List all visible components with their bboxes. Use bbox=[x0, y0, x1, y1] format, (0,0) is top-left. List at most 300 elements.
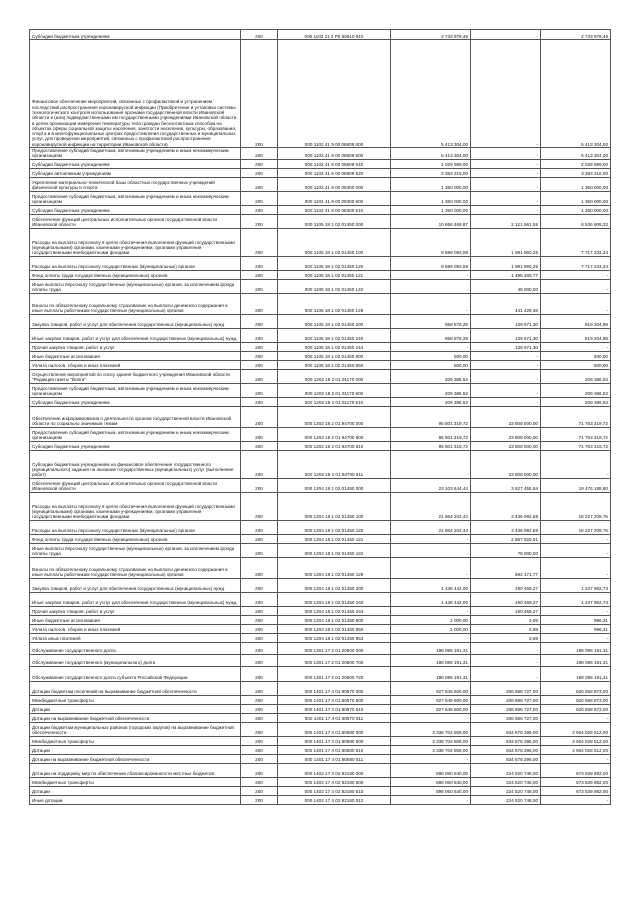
row-code-cell: 200 bbox=[241, 168, 278, 177]
row-executed-amount-cell: 139 671,30 bbox=[471, 328, 541, 342]
row-code-cell: 200 bbox=[241, 406, 278, 427]
row-executed-amount-cell: 190 459,27 bbox=[471, 592, 541, 606]
row-name-cell: Расходы на выплаты персоналу государственных (муниципальных) органов bbox=[30, 256, 241, 270]
row-approved-amount-cell: - bbox=[391, 543, 471, 557]
row-approved-amount-cell: - bbox=[391, 606, 471, 615]
row-unexecuted-amount-cell: 500,00 bbox=[541, 360, 611, 369]
row-classification-cell: 000 1204 18 1 02 01450 121 bbox=[278, 534, 391, 543]
row-classification-cell: 000 1204 18 1 02 01450 129 bbox=[278, 557, 391, 578]
row-executed-amount-cell: 190 459,27 bbox=[471, 606, 541, 615]
row-code-cell: 200 bbox=[241, 228, 278, 256]
row-name-cell: Дотации bbox=[30, 745, 241, 754]
row-code-cell: 200 bbox=[241, 520, 278, 534]
row-code-cell: 200 bbox=[241, 736, 278, 745]
row-unexecuted-amount-cell: 209 386,53 bbox=[541, 397, 611, 406]
table-row bbox=[30, 369, 611, 383]
row-code-cell: 200 bbox=[241, 342, 278, 351]
row-name-cell: Фонд оплаты труда государственных (муниципальных) органов bbox=[30, 270, 241, 279]
table-row bbox=[30, 441, 611, 450]
row-approved-amount-cell: 9 699 093,59 bbox=[391, 228, 471, 256]
row-unexecuted-amount-cell: 673 539 892,00 bbox=[541, 786, 611, 795]
table-row bbox=[30, 557, 611, 578]
row-unexecuted-amount-cell: - bbox=[541, 795, 611, 804]
row-classification-cell: 000 1204 18 1 02 01450 122 bbox=[278, 543, 391, 557]
row-approved-amount-cell: 21 664 202,44 bbox=[391, 492, 471, 520]
row-name-cell: Межбюджетные трансферты bbox=[30, 695, 241, 704]
row-classification-cell: 000 1105 18 1 02 01450 000 bbox=[278, 214, 391, 228]
table-row bbox=[30, 633, 611, 642]
row-executed-amount-cell: 834 676 296,00 bbox=[471, 722, 541, 736]
row-approved-amount-cell: 500,00 bbox=[391, 351, 471, 360]
row-unexecuted-amount-cell: 18 227 209,76 bbox=[541, 492, 611, 520]
row-executed-amount-cell: 23 808 000,00 bbox=[471, 427, 541, 441]
budget-expenditure-table bbox=[29, 29, 611, 805]
row-code-cell: 200 bbox=[241, 642, 278, 654]
row-classification-cell: 000 1202 18 2 01 01170 000 bbox=[278, 369, 391, 383]
table-row bbox=[30, 478, 611, 492]
row-unexecuted-amount-cell: - bbox=[541, 633, 611, 642]
row-unexecuted-amount-cell: 71 763 319,72 bbox=[541, 441, 611, 450]
row-approved-amount-cell: 1 000,00 bbox=[391, 624, 471, 633]
row-classification-cell: 000 1102 41 9 00 08609 600 bbox=[278, 148, 391, 160]
row-unexecuted-amount-cell: - bbox=[541, 754, 611, 763]
row-approved-amount-cell: 1 438 442,00 bbox=[391, 578, 471, 592]
row-executed-amount-cell: 2 121 561,55 bbox=[471, 214, 541, 228]
row-name-cell: Субсидии бюджетным учреждениям на финансовое обеспечение государственного (муниципального) задания на оказание государственных (муниципальных) услуг (выполнение работ) bbox=[30, 450, 241, 478]
row-name-cell: Дотации на поддержку мер по обеспечению сбалансированности местных бюджетов bbox=[30, 763, 241, 777]
row-name-cell: Иные бюджетные ассигнования bbox=[30, 615, 241, 624]
row-approved-amount-cell: 209 386,53 bbox=[391, 397, 471, 406]
row-name-cell: Дотации bbox=[30, 786, 241, 795]
table-row bbox=[30, 360, 611, 369]
row-executed-amount-cell: - bbox=[471, 30, 541, 40]
row-approved-amount-cell: - bbox=[391, 450, 471, 478]
row-classification-cell: 000 1105 18 1 02 01450 850 bbox=[278, 360, 391, 369]
row-classification-cell: 000 1204 18 1 02 01450 120 bbox=[278, 520, 391, 534]
row-executed-amount-cell: 441 429,48 bbox=[471, 293, 541, 314]
row-name-cell: Обеспечение функций центральных исполнительных органов государственной власти Ивановской области bbox=[30, 214, 241, 228]
row-name-cell: Осуществление мероприятий по сносу здания бюджетного учреждения Ивановской области "Редакция газеты "Волга" bbox=[30, 369, 241, 383]
row-executed-amount-cell: 3,69 bbox=[471, 615, 541, 624]
table-row bbox=[30, 681, 611, 695]
row-code-cell: 200 bbox=[241, 328, 278, 342]
row-code-cell: 200 bbox=[241, 713, 278, 722]
row-executed-amount-cell: 3,69 bbox=[471, 633, 541, 642]
row-approved-amount-cell: 198 085 191,31 bbox=[391, 654, 471, 666]
row-name-cell: Межбюджетные трансферты bbox=[30, 777, 241, 786]
row-unexecuted-amount-cell: 71 763 319,72 bbox=[541, 427, 611, 441]
table-row bbox=[30, 406, 611, 427]
table-row bbox=[30, 148, 611, 160]
row-code-cell: 200 bbox=[241, 40, 278, 148]
row-approved-amount-cell: - bbox=[391, 633, 471, 642]
table-row bbox=[30, 722, 611, 736]
row-code-cell: 200 bbox=[241, 191, 278, 205]
row-executed-amount-cell: 3,69 bbox=[471, 624, 541, 633]
row-executed-amount-cell: - bbox=[471, 383, 541, 397]
table-row bbox=[30, 427, 611, 441]
row-approved-amount-cell: 898 060 640,00 bbox=[391, 763, 471, 777]
row-unexecuted-amount-cell: 2 029 989,00 bbox=[541, 159, 611, 168]
row-name-cell: Уплата иных платежей bbox=[30, 633, 241, 642]
row-approved-amount-cell: 23 103 644,44 bbox=[391, 478, 471, 492]
table-row bbox=[30, 159, 611, 168]
row-name-cell: Иные выплаты персоналу государственных (муниципальных) органов, за исключением фонда оплаты труда bbox=[30, 279, 241, 293]
row-code-cell: 200 bbox=[241, 786, 278, 795]
row-name-cell: Обеспечение функций центральных исполнительных органов государственной власти Ивановской области bbox=[30, 478, 241, 492]
row-approved-amount-cell: 2 733 978,49 bbox=[391, 30, 471, 40]
row-executed-amount-cell: 45 000,00 bbox=[471, 279, 541, 293]
row-unexecuted-amount-cell: - bbox=[541, 606, 611, 615]
row-classification-cell: 000 1102 41 9 00 08300 610 bbox=[278, 205, 391, 214]
row-approved-amount-cell: 95 501 319,72 bbox=[391, 427, 471, 441]
row-approved-amount-cell: 1 350 000,00 bbox=[391, 205, 471, 214]
row-unexecuted-amount-cell: 209 386,53 bbox=[541, 383, 611, 397]
row-classification-cell: 000 1301 17 2 01 20600 720 bbox=[278, 666, 391, 681]
row-code-cell: 200 bbox=[241, 177, 278, 191]
row-approved-amount-cell: 95 501 319,72 bbox=[391, 441, 471, 450]
row-executed-amount-cell: 139 671,30 bbox=[471, 342, 541, 351]
row-classification-cell: 000 1204 18 1 02 01450 850 bbox=[278, 624, 391, 633]
table-row bbox=[30, 342, 611, 351]
row-executed-amount-cell: 2 667 820,91 bbox=[471, 534, 541, 543]
row-classification-cell: 000 1204 18 1 02 01450 240 bbox=[278, 592, 391, 606]
row-name-cell: Предоставление субсидий бюджетным, автономным учреждениям и иным некоммерческим организациям bbox=[30, 383, 241, 397]
row-name-cell: Дотации на выравнивание бюджетной обеспеченности bbox=[30, 754, 241, 763]
table-row bbox=[30, 168, 611, 177]
row-code-cell: 200 bbox=[241, 351, 278, 360]
row-name-cell: Дотации bbox=[30, 704, 241, 713]
row-unexecuted-amount-cell: 2 504 028 512,00 bbox=[541, 722, 611, 736]
row-approved-amount-cell: 500,00 bbox=[391, 360, 471, 369]
row-executed-amount-cell: - bbox=[471, 642, 541, 654]
row-code-cell: 200 bbox=[241, 633, 278, 642]
row-name-cell: Финансовое обеспечение мероприятий, связанных с профилактикой и устранением последствий распространения коронавирусной инфекции (Приобретение и установка системы технологического контроля использования органами государственной власти Ивановской области и (или) подведомственными им государственными учреждениями Ивановской области в целях организации измерения температуры тела граждан бесконтактным способом на объектах сферы социальной защиты населения, занятости населения, культуры, образования, спорта и в многофункциональных центрах предоставления государственных и муниципальных услуг, для проведения мероприятий, связанных с профилактикой распространения коронавирусной инфекции на территории Ивановской области) bbox=[30, 40, 241, 148]
row-classification-cell: 000 1402 17 4 02 82180 500 bbox=[278, 777, 391, 786]
row-classification-cell: 000 1105 18 1 02 01450 200 bbox=[278, 314, 391, 328]
table-row bbox=[30, 654, 611, 666]
row-classification-cell: 000 1204 18 1 02 01450 200 bbox=[278, 578, 391, 592]
row-unexecuted-amount-cell: 19 476 188,80 bbox=[541, 478, 611, 492]
row-classification-cell: 000 1102 41 9 00 08300 000 bbox=[278, 177, 391, 191]
row-name-cell: Дотации бюджетам поселений на выравнивание бюджетной обеспеченности bbox=[30, 681, 241, 695]
row-executed-amount-cell: 694 171,77 bbox=[471, 557, 541, 578]
row-unexecuted-amount-cell: - bbox=[541, 557, 611, 578]
row-name-cell: Субсидии бюджетным учреждениям bbox=[30, 397, 241, 406]
row-unexecuted-amount-cell: - bbox=[541, 342, 611, 351]
row-executed-amount-cell: - bbox=[471, 351, 541, 360]
row-name-cell: Уплата налогов, сборов и иных платежей bbox=[30, 360, 241, 369]
table-row bbox=[30, 763, 611, 777]
row-code-cell: 200 bbox=[241, 30, 278, 40]
row-executed-amount-cell: 206 886 727,00 bbox=[471, 681, 541, 695]
row-executed-amount-cell: - bbox=[471, 191, 541, 205]
row-code-cell: 200 bbox=[241, 279, 278, 293]
row-executed-amount-cell: 139 671,30 bbox=[471, 314, 541, 328]
row-unexecuted-amount-cell: 1 247 982,73 bbox=[541, 578, 611, 592]
row-unexecuted-amount-cell: - bbox=[541, 450, 611, 478]
row-unexecuted-amount-cell: 8 536 908,32 bbox=[541, 214, 611, 228]
row-classification-cell: 000 1301 17 2 01 20600 700 bbox=[278, 654, 391, 666]
row-code-cell: 200 bbox=[241, 397, 278, 406]
row-name-cell: Иные закупки товаров, работ и услуг для обеспечения государственных (муниципальных) нужд bbox=[30, 328, 241, 342]
row-code-cell: 200 bbox=[241, 754, 278, 763]
row-code-cell: 200 bbox=[241, 369, 278, 383]
row-approved-amount-cell: 1 350 000,00 bbox=[391, 191, 471, 205]
row-classification-cell: 000 1105 18 1 02 01450 121 bbox=[278, 270, 391, 279]
row-unexecuted-amount-cell: 2 504 028 512,00 bbox=[541, 745, 611, 754]
table-row bbox=[30, 279, 611, 293]
row-unexecuted-amount-cell: 996,31 bbox=[541, 615, 611, 624]
row-executed-amount-cell: 834 676 296,00 bbox=[471, 745, 541, 754]
row-code-cell: 200 bbox=[241, 654, 278, 666]
row-unexecuted-amount-cell: 71 763 319,72 bbox=[541, 406, 611, 427]
table-row bbox=[30, 578, 611, 592]
row-unexecuted-amount-cell: 7 717 233,34 bbox=[541, 256, 611, 270]
row-code-cell: 200 bbox=[241, 314, 278, 328]
row-unexecuted-amount-cell: 996,31 bbox=[541, 624, 611, 633]
row-executed-amount-cell: 190 459,27 bbox=[471, 578, 541, 592]
row-approved-amount-cell: 827 545 600,00 bbox=[391, 695, 471, 704]
row-classification-cell: 000 1401 17 4 01 80580 500 bbox=[278, 736, 391, 745]
row-classification-cell: 000 1202 18 2 01 94700 600 bbox=[278, 427, 391, 441]
row-approved-amount-cell: 21 664 202,44 bbox=[391, 520, 471, 534]
row-name-cell: Укрепление материально-технической базы областных государственных учреждений физической культуры и спорта bbox=[30, 177, 241, 191]
row-executed-amount-cell: 1 495 465,77 bbox=[471, 270, 541, 279]
row-classification-cell: 000 1102 41 9 00 08300 600 bbox=[278, 191, 391, 205]
row-name-cell: Субсидии бюджетным учреждениям bbox=[30, 441, 241, 450]
row-approved-amount-cell: 958 876,28 bbox=[391, 314, 471, 328]
table-row bbox=[30, 40, 611, 148]
row-approved-amount-cell: - bbox=[391, 795, 471, 804]
row-code-cell: 200 bbox=[241, 383, 278, 397]
row-unexecuted-amount-cell: - bbox=[541, 293, 611, 314]
row-approved-amount-cell: - bbox=[391, 342, 471, 351]
row-name-cell: Взносы по обязательному социальному страхованию на выплаты денежного содержания и иные выплаты работникам государственных (муниципальных) органов bbox=[30, 557, 241, 578]
row-classification-cell: 000 1402 17 4 02 82180 512 bbox=[278, 795, 391, 804]
row-name-cell: Расходы на выплаты персоналу в целях обеспечения выполнения функций государственными (муниципальными) органами, казенными учреждениями, органами управления государственными внебюджетными фондами bbox=[30, 492, 241, 520]
row-unexecuted-amount-cell: - bbox=[541, 713, 611, 722]
table-row bbox=[30, 383, 611, 397]
table-row bbox=[30, 397, 611, 406]
row-executed-amount-cell: - bbox=[471, 148, 541, 160]
row-executed-amount-cell: 75 000,00 bbox=[471, 543, 541, 557]
row-classification-cell: 000 1102 41 9 00 08609 620 bbox=[278, 168, 391, 177]
row-name-cell: Межбюджетные трансферты bbox=[30, 736, 241, 745]
row-classification-cell: 000 1103 21 2 P5 50810 610 bbox=[278, 30, 391, 40]
row-approved-amount-cell: 5 413 304,00 bbox=[391, 40, 471, 148]
row-code-cell: 200 bbox=[241, 557, 278, 578]
table-row bbox=[30, 351, 611, 360]
row-code-cell: 200 bbox=[241, 478, 278, 492]
row-approved-amount-cell: 3 383 315,00 bbox=[391, 168, 471, 177]
row-classification-cell: 000 1204 18 1 02 01450 100 bbox=[278, 492, 391, 520]
table-row bbox=[30, 228, 611, 256]
row-unexecuted-amount-cell: 819 204,98 bbox=[541, 314, 611, 328]
row-code-cell: 200 bbox=[241, 256, 278, 270]
row-name-cell: Обслуживание государственного долга bbox=[30, 642, 241, 654]
row-classification-cell: 000 1204 18 1 02 01450 000 bbox=[278, 478, 391, 492]
row-approved-amount-cell: 1 000,00 bbox=[391, 615, 471, 624]
row-executed-amount-cell: - bbox=[471, 360, 541, 369]
row-name-cell: Иные дотации bbox=[30, 795, 241, 804]
row-executed-amount-cell: 1 981 860,25 bbox=[471, 228, 541, 256]
row-unexecuted-amount-cell: 673 539 892,00 bbox=[541, 777, 611, 786]
row-code-cell: 200 bbox=[241, 795, 278, 804]
row-unexecuted-amount-cell: - bbox=[541, 279, 611, 293]
budget-report-sheet bbox=[29, 29, 610, 805]
row-unexecuted-amount-cell: 1 350 000,00 bbox=[541, 177, 611, 191]
row-executed-amount-cell: 224 520 748,00 bbox=[471, 795, 541, 804]
row-name-cell: Иные выплаты персоналу государственных (муниципальных) органов, за исключением фонда оплаты труда bbox=[30, 543, 241, 557]
row-unexecuted-amount-cell: 620 658 873,00 bbox=[541, 681, 611, 695]
table-row bbox=[30, 642, 611, 654]
table-row bbox=[30, 713, 611, 722]
row-classification-cell: 000 1105 18 1 02 01450 800 bbox=[278, 351, 391, 360]
row-name-cell: Обслуживание государственного долга субъекта Российской Федерации bbox=[30, 666, 241, 681]
row-executed-amount-cell: 206 886 727,00 bbox=[471, 713, 541, 722]
row-unexecuted-amount-cell: 198 085 191,31 bbox=[541, 654, 611, 666]
row-code-cell: 200 bbox=[241, 763, 278, 777]
row-code-cell: 200 bbox=[241, 666, 278, 681]
table-row bbox=[30, 695, 611, 704]
table-row bbox=[30, 177, 611, 191]
row-code-cell: 200 bbox=[241, 606, 278, 615]
table-row bbox=[30, 328, 611, 342]
row-code-cell: 200 bbox=[241, 205, 278, 214]
row-unexecuted-amount-cell: 3 383 315,00 bbox=[541, 168, 611, 177]
row-code-cell: 200 bbox=[241, 360, 278, 369]
row-classification-cell: 000 1401 17 4 01 80580 510 bbox=[278, 745, 391, 754]
row-executed-amount-cell: - bbox=[471, 654, 541, 666]
table-row bbox=[30, 314, 611, 328]
row-unexecuted-amount-cell: 620 658 873,00 bbox=[541, 695, 611, 704]
row-unexecuted-amount-cell: - bbox=[541, 543, 611, 557]
table-row bbox=[30, 543, 611, 557]
row-name-cell: Закупка товаров, работ и услуг для обеспечения государственных (муниципальных) нужд bbox=[30, 314, 241, 328]
table-row bbox=[30, 191, 611, 205]
table-row bbox=[30, 736, 611, 745]
row-classification-cell: 000 1105 18 1 02 01450 120 bbox=[278, 256, 391, 270]
row-executed-amount-cell: 3 627 455,64 bbox=[471, 478, 541, 492]
row-classification-cell: 000 1402 17 4 02 82180 000 bbox=[278, 763, 391, 777]
row-name-cell: Обеспечение информирования о деятельности органов государственной власти Ивановской области по социально значимым темам bbox=[30, 406, 241, 427]
row-name-cell: Уплата налогов, сборов и иных платежей bbox=[30, 624, 241, 633]
row-unexecuted-amount-cell: 2 504 028 512,00 bbox=[541, 736, 611, 745]
row-unexecuted-amount-cell: 819 204,98 bbox=[541, 328, 611, 342]
table-row bbox=[30, 520, 611, 534]
row-approved-amount-cell: 9 699 093,59 bbox=[391, 256, 471, 270]
table-row bbox=[30, 745, 611, 754]
row-approved-amount-cell: 3 338 704 808,00 bbox=[391, 722, 471, 736]
row-classification-cell: 000 1105 18 1 02 01450 129 bbox=[278, 293, 391, 314]
row-name-cell: Взносы по обязательному социальному страхованию на выплаты денежного содержания и иные выплаты работникам государственных (муниципальных) органов bbox=[30, 293, 241, 314]
table-row bbox=[30, 293, 611, 314]
table-row bbox=[30, 777, 611, 786]
row-approved-amount-cell: 827 545 600,00 bbox=[391, 681, 471, 695]
row-name-cell: Дотации на выравнивание бюджетной обеспеченности bbox=[30, 713, 241, 722]
row-approved-amount-cell: 2 029 989,00 bbox=[391, 159, 471, 168]
row-classification-cell: 000 1301 17 2 01 20600 000 bbox=[278, 642, 391, 654]
row-executed-amount-cell: - bbox=[471, 168, 541, 177]
row-executed-amount-cell: - bbox=[471, 397, 541, 406]
row-unexecuted-amount-cell: 209 386,53 bbox=[541, 369, 611, 383]
row-classification-cell: 000 1204 18 1 02 01450 244 bbox=[278, 606, 391, 615]
row-name-cell: Расходы на выплаты персоналу государственных (муниципальных) органов bbox=[30, 520, 241, 534]
row-code-cell: 200 bbox=[241, 214, 278, 228]
row-approved-amount-cell: - bbox=[391, 713, 471, 722]
row-classification-cell: 000 1102 41 9 00 08609 610 bbox=[278, 159, 391, 168]
row-executed-amount-cell: 224 520 748,00 bbox=[471, 763, 541, 777]
row-executed-amount-cell: 206 886 727,00 bbox=[471, 704, 541, 713]
row-name-cell: Иные бюджетные ассигнования bbox=[30, 351, 241, 360]
row-classification-cell: 000 1402 17 4 02 82180 510 bbox=[278, 786, 391, 795]
row-classification-cell: 000 1401 17 4 01 80580 511 bbox=[278, 754, 391, 763]
row-executed-amount-cell: 1 981 860,25 bbox=[471, 256, 541, 270]
row-code-cell: 200 bbox=[241, 534, 278, 543]
row-code-cell: 200 bbox=[241, 427, 278, 441]
row-code-cell: 200 bbox=[241, 681, 278, 695]
row-approved-amount-cell: 95 501 319,72 bbox=[391, 406, 471, 427]
table-row bbox=[30, 256, 611, 270]
table-row bbox=[30, 704, 611, 713]
row-code-cell: 200 bbox=[241, 270, 278, 279]
row-name-cell: Дотации бюджетам муниципальных районов (городских округов) на выравнивание бюджетной обеспеченности bbox=[30, 722, 241, 736]
row-executed-amount-cell: - bbox=[471, 666, 541, 681]
row-approved-amount-cell: 198 085 191,31 bbox=[391, 666, 471, 681]
row-approved-amount-cell: 3 338 704 808,00 bbox=[391, 745, 471, 754]
row-approved-amount-cell: 1 350 000,00 bbox=[391, 177, 471, 191]
row-classification-cell: 000 1204 18 1 02 01450 853 bbox=[278, 633, 391, 642]
row-executed-amount-cell: - bbox=[471, 40, 541, 148]
row-unexecuted-amount-cell: 198 085 191,31 bbox=[541, 666, 611, 681]
row-approved-amount-cell: 198 085 191,31 bbox=[391, 642, 471, 654]
row-classification-cell: 000 1202 18 2 01 01170 610 bbox=[278, 397, 391, 406]
row-classification-cell: 000 1105 18 1 02 01450 244 bbox=[278, 342, 391, 351]
table-row bbox=[30, 624, 611, 633]
table-row bbox=[30, 30, 611, 40]
row-executed-amount-cell: 23 808 000,00 bbox=[471, 450, 541, 478]
row-code-cell: 200 bbox=[241, 777, 278, 786]
row-unexecuted-amount-cell: 1 350 000,00 bbox=[541, 205, 611, 214]
row-unexecuted-amount-cell: 5 413 304,00 bbox=[541, 148, 611, 160]
row-classification-cell: 000 1202 18 2 01 01170 600 bbox=[278, 383, 391, 397]
row-unexecuted-amount-cell: 5 413 304,00 bbox=[541, 40, 611, 148]
row-unexecuted-amount-cell: 2 733 978,49 bbox=[541, 30, 611, 40]
row-unexecuted-amount-cell: 1 247 982,73 bbox=[541, 592, 611, 606]
row-unexecuted-amount-cell: - bbox=[541, 270, 611, 279]
row-unexecuted-amount-cell: 18 227 209,76 bbox=[541, 520, 611, 534]
row-code-cell: 200 bbox=[241, 441, 278, 450]
row-unexecuted-amount-cell: 1 350 000,00 bbox=[541, 191, 611, 205]
row-classification-cell: 000 1202 18 2 01 94700 610 bbox=[278, 441, 391, 450]
row-approved-amount-cell: 10 658 469,87 bbox=[391, 214, 471, 228]
table-row bbox=[30, 534, 611, 543]
row-name-cell: Фонд оплаты труда государственных (муниципальных) органов bbox=[30, 534, 241, 543]
row-approved-amount-cell: 3 338 704 808,00 bbox=[391, 736, 471, 745]
table-row bbox=[30, 666, 611, 681]
row-code-cell: 200 bbox=[241, 704, 278, 713]
row-classification-cell: 000 1105 18 1 02 01450 122 bbox=[278, 279, 391, 293]
row-executed-amount-cell: 224 520 748,00 bbox=[471, 777, 541, 786]
row-unexecuted-amount-cell: 500,00 bbox=[541, 351, 611, 360]
row-name-cell: Субсидии бюджетным учреждениям bbox=[30, 205, 241, 214]
row-unexecuted-amount-cell: 198 085 191,31 bbox=[541, 642, 611, 654]
row-approved-amount-cell: - bbox=[391, 534, 471, 543]
row-classification-cell: 000 1202 18 2 01 94700 000 bbox=[278, 406, 391, 427]
row-executed-amount-cell: 206 886 727,00 bbox=[471, 695, 541, 704]
row-approved-amount-cell: 898 060 640,00 bbox=[391, 777, 471, 786]
